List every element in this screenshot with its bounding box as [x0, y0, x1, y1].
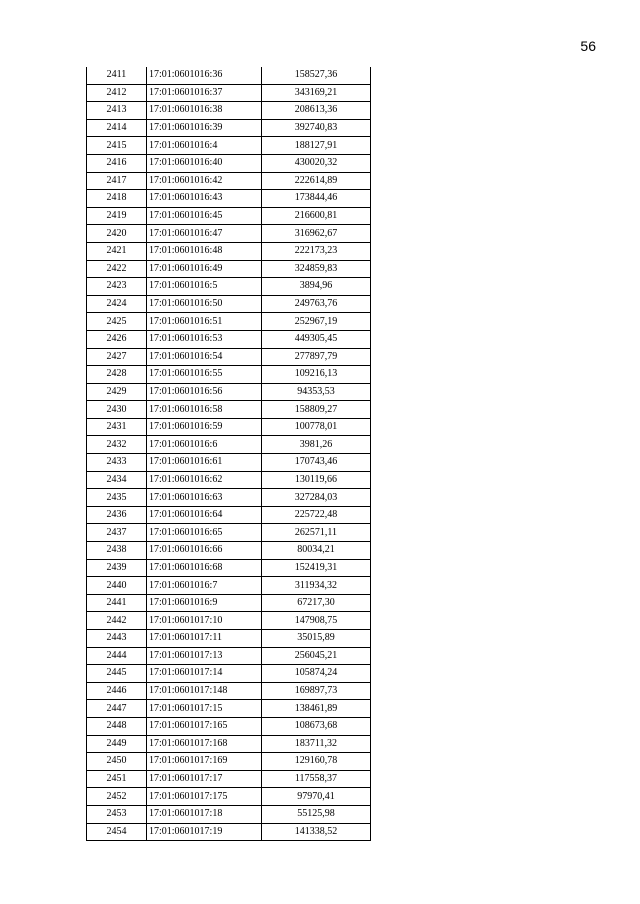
cadastral-number-cell: 17:01:0601016:65	[147, 524, 262, 542]
cadastral-number-cell: 17:01:0601017:15	[147, 700, 262, 718]
cadastral-number-cell: 17:01:0601016:55	[147, 366, 262, 384]
row-number-cell: 2438	[87, 542, 147, 560]
table-row	[87, 154, 371, 172]
table-row	[87, 735, 371, 753]
cadastral-value-cell: 94353,53	[262, 383, 371, 401]
cadastral-number-cell: 17:01:0601017:14	[147, 665, 262, 683]
row-number-cell: 2440	[87, 577, 147, 595]
table-row	[87, 295, 371, 313]
table-row	[87, 207, 371, 225]
table-row	[87, 330, 371, 348]
cadastral-value-cell: 188127,91	[262, 137, 371, 155]
row-number-cell: 2422	[87, 260, 147, 278]
row-number-cell: 2453	[87, 805, 147, 823]
cadastral-number-cell: 17:01:0601016:9	[147, 594, 262, 612]
cadastral-value-cell: 430020,32	[262, 154, 371, 172]
cadastral-value-cell: 152419,31	[262, 559, 371, 577]
cadastral-value-cell: 324859,83	[262, 260, 371, 278]
row-number-cell: 2426	[87, 330, 147, 348]
row-number-cell: 2437	[87, 524, 147, 542]
table-row	[87, 700, 371, 718]
row-number-cell: 2419	[87, 207, 147, 225]
table-row	[87, 242, 371, 260]
table-row	[87, 647, 371, 665]
row-number-cell: 2439	[87, 559, 147, 577]
cadastral-value-cell: 35015,89	[262, 630, 371, 648]
cadastral-number-cell: 17:01:0601017:11	[147, 630, 262, 648]
table-row	[87, 84, 371, 102]
table-row	[87, 559, 371, 577]
row-number-cell: 2444	[87, 647, 147, 665]
table-row	[87, 383, 371, 401]
row-number-cell: 2429	[87, 383, 147, 401]
row-number-cell: 2452	[87, 788, 147, 806]
cadastral-value-cell: 109216,13	[262, 366, 371, 384]
table-row	[87, 770, 371, 788]
row-number-cell: 2423	[87, 278, 147, 296]
cadastral-value-cell: 80034,21	[262, 542, 371, 560]
table-row	[87, 190, 371, 208]
row-number-cell: 2417	[87, 172, 147, 190]
row-number-cell: 2428	[87, 366, 147, 384]
cadastral-value-cell: 129160,78	[262, 753, 371, 771]
table-row	[87, 418, 371, 436]
row-number-cell: 2454	[87, 823, 147, 841]
cadastral-value-cell: 311934,32	[262, 577, 371, 595]
table-row	[87, 665, 371, 683]
row-number-cell: 2445	[87, 665, 147, 683]
row-number-cell: 2451	[87, 770, 147, 788]
row-number-cell: 2425	[87, 313, 147, 331]
cadastral-number-cell: 17:01:0601017:13	[147, 647, 262, 665]
cadastral-number-cell: 17:01:0601016:64	[147, 506, 262, 524]
cadastral-value-cell: 147908,75	[262, 612, 371, 630]
row-number-cell: 2418	[87, 190, 147, 208]
cadastral-number-cell: 17:01:0601017:19	[147, 823, 262, 841]
cadastral-value-cell: 449305,45	[262, 330, 371, 348]
cadastral-number-cell: 17:01:0601016:37	[147, 84, 262, 102]
table-row	[87, 137, 371, 155]
table-row	[87, 225, 371, 243]
table-body	[87, 67, 371, 841]
cadastral-number-cell: 17:01:0601016:56	[147, 383, 262, 401]
table-row	[87, 366, 371, 384]
row-number-cell: 2436	[87, 506, 147, 524]
cadastral-value-cell: 327284,03	[262, 489, 371, 507]
table-row	[87, 506, 371, 524]
cadastral-value-cell: 105874,24	[262, 665, 371, 683]
cadastral-value-cell: 3894,96	[262, 278, 371, 296]
table-row	[87, 313, 371, 331]
table-row	[87, 119, 371, 137]
cadastral-number-cell: 17:01:0601017:169	[147, 753, 262, 771]
cadastral-number-cell: 17:01:0601016:48	[147, 242, 262, 260]
row-number-cell: 2420	[87, 225, 147, 243]
cadastral-number-cell: 17:01:0601017:148	[147, 682, 262, 700]
cadastral-value-cell: 256045,21	[262, 647, 371, 665]
row-number-cell: 2411	[87, 67, 147, 84]
cadastral-number-cell: 17:01:0601016:66	[147, 542, 262, 560]
row-number-cell: 2415	[87, 137, 147, 155]
row-number-cell: 2441	[87, 594, 147, 612]
table-row	[87, 753, 371, 771]
cadastral-value-cell: 222173,23	[262, 242, 371, 260]
cadastral-value-cell: 108673,68	[262, 717, 371, 735]
row-number-cell: 2446	[87, 682, 147, 700]
table-row	[87, 260, 371, 278]
cadastral-value-cell: 67217,30	[262, 594, 371, 612]
cadastral-value-cell: 208613,36	[262, 102, 371, 120]
table-row	[87, 542, 371, 560]
cadastral-number-cell: 17:01:0601016:39	[147, 119, 262, 137]
cadastral-value-cell: 97970,41	[262, 788, 371, 806]
cadastral-number-cell: 17:01:0601016:38	[147, 102, 262, 120]
cadastral-number-cell: 17:01:0601016:36	[147, 67, 262, 84]
table-row	[87, 682, 371, 700]
table-row	[87, 102, 371, 120]
table-row	[87, 401, 371, 419]
table-row	[87, 348, 371, 366]
cadastral-number-cell: 17:01:0601016:59	[147, 418, 262, 436]
table-row	[87, 788, 371, 806]
cadastral-value-cell: 169897,73	[262, 682, 371, 700]
cadastral-value-cell: 277897,79	[262, 348, 371, 366]
row-number-cell: 2412	[87, 84, 147, 102]
cadastral-value-cell: 100778,01	[262, 418, 371, 436]
cadastral-value-cell: 158809,27	[262, 401, 371, 419]
cadastral-value-cell: 173844,46	[262, 190, 371, 208]
cadastral-number-cell: 17:01:0601017:18	[147, 805, 262, 823]
cadastral-value-cell: 3981,26	[262, 436, 371, 454]
row-number-cell: 2427	[87, 348, 147, 366]
cadastral-number-cell: 17:01:0601016:58	[147, 401, 262, 419]
cadastral-number-cell: 17:01:0601016:47	[147, 225, 262, 243]
table-row	[87, 278, 371, 296]
cadastral-value-cell: 117558,37	[262, 770, 371, 788]
cadastral-number-cell: 17:01:0601016:51	[147, 313, 262, 331]
cadastral-value-cell: 252967,19	[262, 313, 371, 331]
cadastral-value-cell: 138461,89	[262, 700, 371, 718]
row-number-cell: 2449	[87, 735, 147, 753]
row-number-cell: 2448	[87, 717, 147, 735]
cadastral-value-cell: 222614,89	[262, 172, 371, 190]
row-number-cell: 2433	[87, 454, 147, 472]
cadastral-number-cell: 17:01:0601016:7	[147, 577, 262, 595]
cadastral-value-cell: 141338,52	[262, 823, 371, 841]
row-number-cell: 2430	[87, 401, 147, 419]
table-row	[87, 630, 371, 648]
row-number-cell: 2413	[87, 102, 147, 120]
table-row	[87, 805, 371, 823]
cadastral-number-cell: 17:01:0601017:175	[147, 788, 262, 806]
row-number-cell: 2421	[87, 242, 147, 260]
cadastral-value-cell: 392740,83	[262, 119, 371, 137]
table-row	[87, 577, 371, 595]
cadastral-number-cell: 17:01:0601016:62	[147, 471, 262, 489]
cadastral-number-cell: 17:01:0601017:10	[147, 612, 262, 630]
table-row	[87, 524, 371, 542]
cadastral-number-cell: 17:01:0601016:49	[147, 260, 262, 278]
cadastral-number-cell: 17:01:0601016:4	[147, 137, 262, 155]
cadastral-number-cell: 17:01:0601016:53	[147, 330, 262, 348]
row-number-cell: 2431	[87, 418, 147, 436]
cadastral-value-cell: 130119,66	[262, 471, 371, 489]
page-number: 56	[580, 38, 596, 54]
table-row	[87, 489, 371, 507]
cadastral-number-cell: 17:01:0601016:45	[147, 207, 262, 225]
cadastral-number-cell: 17:01:0601016:61	[147, 454, 262, 472]
cadastral-value-cell: 158527,36	[262, 67, 371, 84]
row-number-cell: 2414	[87, 119, 147, 137]
cadastral-number-cell: 17:01:0601016:50	[147, 295, 262, 313]
row-number-cell: 2442	[87, 612, 147, 630]
cadastral-value-table	[86, 67, 371, 841]
row-number-cell: 2416	[87, 154, 147, 172]
cadastral-value-cell: 183711,32	[262, 735, 371, 753]
table-row	[87, 717, 371, 735]
cadastral-value-cell: 343169,21	[262, 84, 371, 102]
cadastral-value-cell: 225722,48	[262, 506, 371, 524]
cadastral-value-cell: 249763,76	[262, 295, 371, 313]
table-row	[87, 594, 371, 612]
table-row	[87, 823, 371, 841]
cadastral-value-cell: 216600,81	[262, 207, 371, 225]
cadastral-number-cell: 17:01:0601017:17	[147, 770, 262, 788]
cadastral-value-cell: 316962,67	[262, 225, 371, 243]
table-row	[87, 436, 371, 454]
row-number-cell: 2443	[87, 630, 147, 648]
cadastral-number-cell: 17:01:0601016:42	[147, 172, 262, 190]
table-row	[87, 454, 371, 472]
table-row	[87, 471, 371, 489]
table-row	[87, 172, 371, 190]
cadastral-value-cell: 170743,46	[262, 454, 371, 472]
cadastral-value-cell: 262571,11	[262, 524, 371, 542]
cadastral-number-cell: 17:01:0601016:43	[147, 190, 262, 208]
cadastral-number-cell: 17:01:0601016:6	[147, 436, 262, 454]
row-number-cell: 2450	[87, 753, 147, 771]
table-row	[87, 612, 371, 630]
cadastral-value-cell: 55125,98	[262, 805, 371, 823]
cadastral-number-cell: 17:01:0601017:165	[147, 717, 262, 735]
row-number-cell: 2435	[87, 489, 147, 507]
cadastral-number-cell: 17:01:0601016:54	[147, 348, 262, 366]
row-number-cell: 2447	[87, 700, 147, 718]
cadastral-number-cell: 17:01:0601016:68	[147, 559, 262, 577]
row-number-cell: 2434	[87, 471, 147, 489]
cadastral-number-cell: 17:01:0601016:63	[147, 489, 262, 507]
row-number-cell: 2424	[87, 295, 147, 313]
cadastral-number-cell: 17:01:0601016:40	[147, 154, 262, 172]
cadastral-number-cell: 17:01:0601016:5	[147, 278, 262, 296]
row-number-cell: 2432	[87, 436, 147, 454]
table-row	[87, 67, 371, 84]
cadastral-number-cell: 17:01:0601017:168	[147, 735, 262, 753]
